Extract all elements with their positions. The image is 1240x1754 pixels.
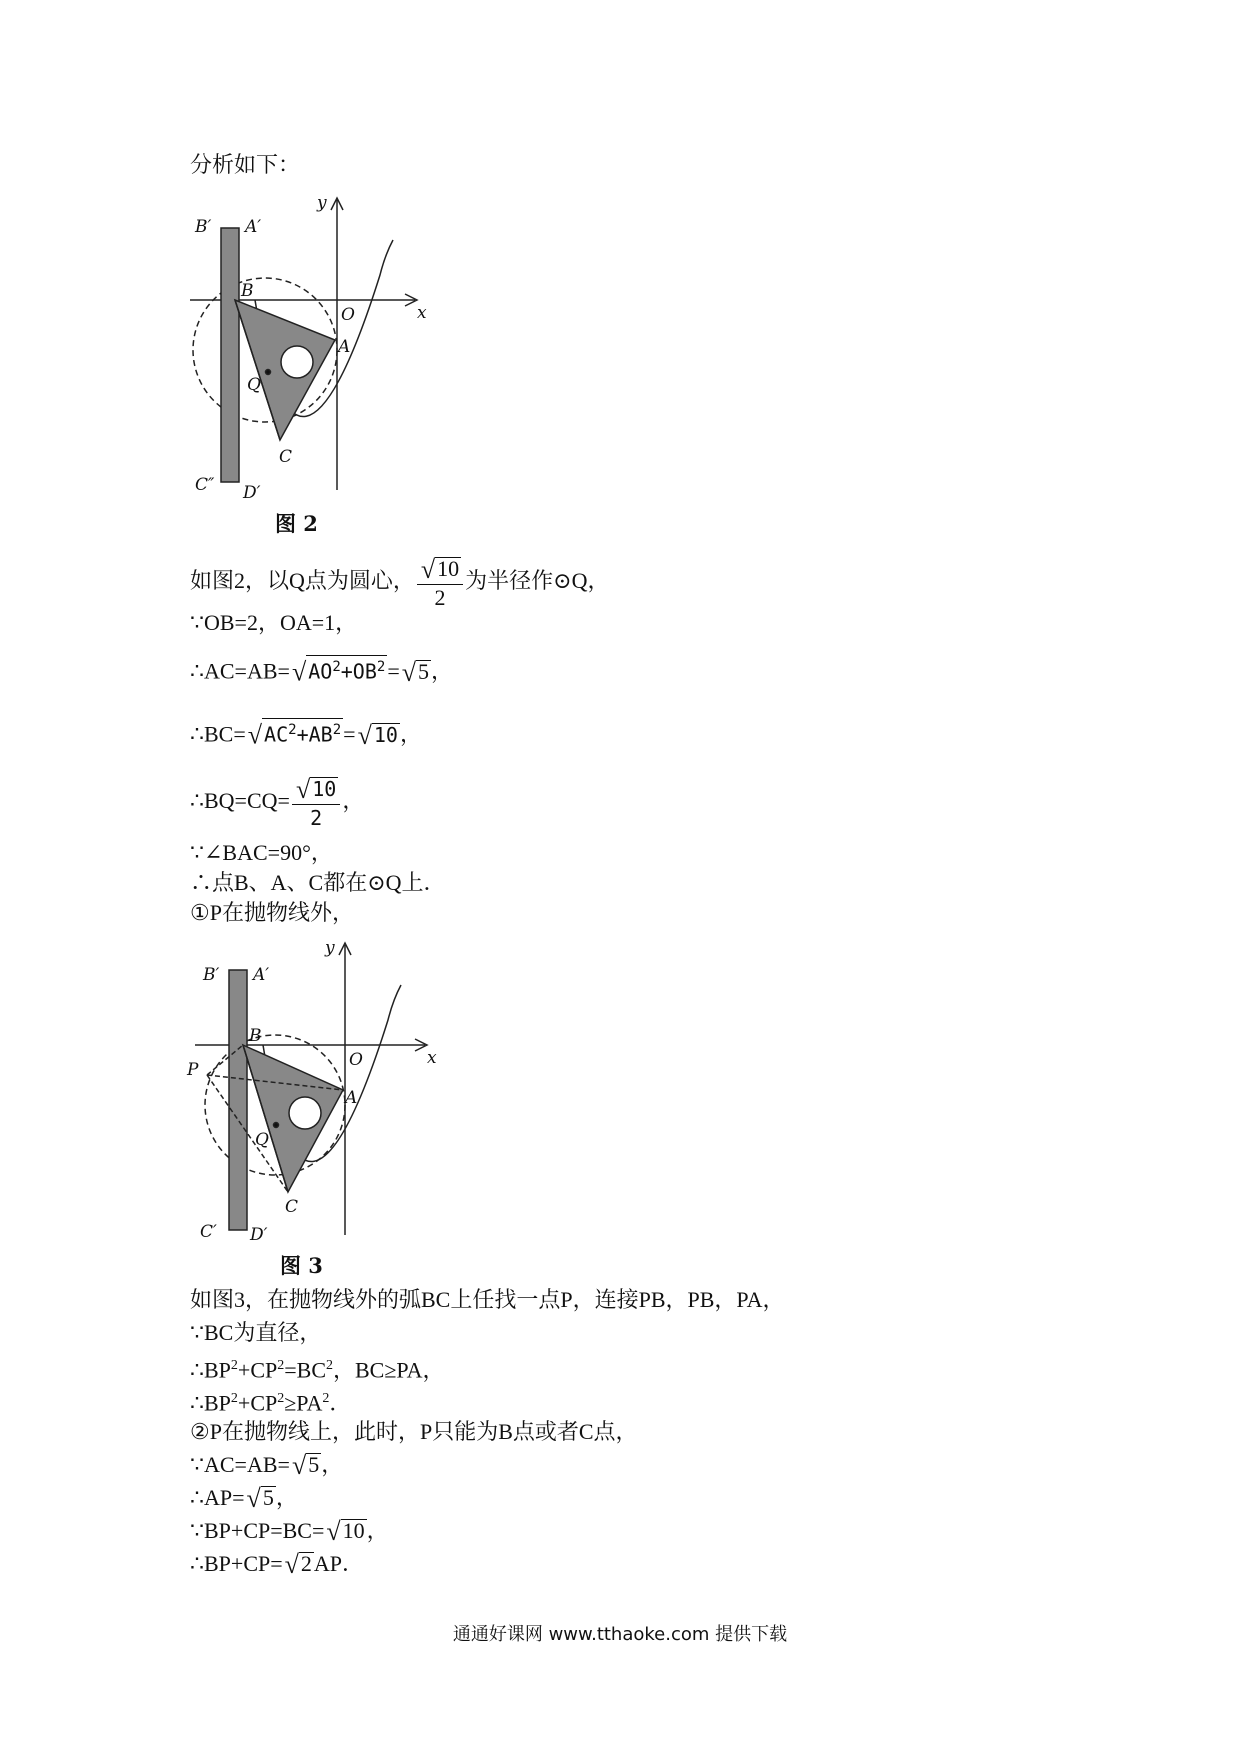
line-5-a: ∴BQ=CQ=	[190, 788, 290, 814]
m4-sup-3: 2	[322, 1391, 330, 1406]
m3-sup-1: 2	[230, 1358, 238, 1373]
m8-b: ，	[366, 1518, 389, 1543]
label3-O: O	[349, 1050, 363, 1070]
line-m1: 如图3，在抛物线外的弧BC上任找一点P，连接PB，PB，PA，	[190, 1287, 785, 1312]
label3-x: x	[427, 1048, 437, 1068]
m9-root: 2	[300, 1551, 312, 1576]
line-7: ∴点B、A、C都在⊙Q上．	[190, 870, 446, 895]
m7-a: ∴AP=	[190, 1485, 245, 1510]
m4-a: ∴BP	[190, 1390, 231, 1416]
m7-b: ，	[275, 1485, 298, 1510]
m3-a: ∴BP	[190, 1357, 231, 1383]
line-3-a: ∴AC=AB=	[190, 658, 290, 684]
m9-b: AP．	[313, 1551, 365, 1576]
m8-root: 10	[342, 1518, 365, 1543]
frac-1-num: 10	[437, 556, 460, 581]
line-m2: ∵BC为直径，	[190, 1320, 322, 1345]
figure-2-caption: 图 2	[275, 511, 318, 536]
l4-sup-a: 2	[288, 722, 297, 738]
label-Dp: D′	[243, 483, 261, 503]
label3-y: y	[325, 938, 335, 958]
line-3: ∴AC=AB=√ $AO^2+OB^2=√5$，	[190, 655, 453, 688]
line-5: ∴BQ=CQ= $\frac{√ 10}{2}$ ，	[190, 775, 365, 830]
l4-root: 10	[373, 722, 398, 747]
m8-a: ∵BP+CP=BC=	[190, 1518, 325, 1543]
m9-a: ∴BP+CP=	[190, 1551, 283, 1576]
l3-sup-a: 2	[332, 659, 341, 675]
m4-c: ≥PA	[284, 1390, 323, 1416]
line-3-b: =	[387, 658, 400, 684]
m6-a: ∵AC=AB=	[190, 1452, 290, 1477]
m6-b: ，	[321, 1452, 344, 1477]
line-2: ∵OB=2，OA=1，	[190, 610, 358, 635]
line-3-c: ，	[431, 658, 454, 684]
label-C: C	[279, 447, 293, 467]
l3-rad-a: AO	[308, 659, 333, 684]
line-4-c: ，	[399, 721, 422, 747]
m6-root: 5	[308, 1452, 320, 1477]
line-m9: ∴BP+CP=√2AP．	[190, 1550, 365, 1579]
line-1-a: 如图2，以Q点为圆心，	[190, 568, 415, 594]
l4-rad-b: +AB	[296, 722, 333, 747]
m4-b: +CP	[237, 1390, 278, 1416]
label3-B: B	[249, 1026, 262, 1046]
m3-b: +CP	[237, 1357, 278, 1383]
l3-root: 5	[418, 658, 430, 684]
intro-text: 分析如下：	[190, 152, 301, 177]
m3-c: =BC	[284, 1357, 326, 1383]
line-4-b: =	[343, 721, 356, 747]
line-1	[190, 555, 610, 611]
fraction-1: $\frac{√10}{2}$	[417, 555, 463, 611]
m4-d: ．	[329, 1390, 352, 1416]
label3-Cp: C′	[200, 1222, 217, 1242]
m3-sup-2: 2	[277, 1358, 285, 1373]
line-m4	[190, 1384, 351, 1418]
label-B: B	[241, 281, 254, 301]
frac-2-num: 10	[312, 777, 337, 801]
line-m5: ②P在抛物线上，此时，P只能为B点或者C点，	[190, 1419, 638, 1444]
label-A: A	[338, 337, 351, 357]
figure-2	[185, 190, 435, 510]
l4-sup-b: 2	[332, 722, 342, 738]
line-m3	[190, 1351, 445, 1385]
frac-1-den: 2	[434, 585, 446, 610]
label3-Ap: A′	[253, 965, 270, 985]
m7-root: 5	[262, 1485, 274, 1510]
label3-A: A	[345, 1088, 358, 1108]
m4-sup-1: 2	[230, 1391, 238, 1406]
m3-sup-3: 2	[326, 1358, 333, 1373]
frac-2-den: 2	[310, 806, 323, 830]
line-6: ∵∠BAC=90°，	[190, 840, 333, 865]
l3-rad-b: +OB	[340, 659, 377, 684]
label-O: O	[341, 305, 355, 325]
label3-Bp: B′	[203, 965, 220, 985]
line-4-a: ∴BC=	[190, 721, 246, 747]
label-y: y	[317, 193, 327, 213]
footer-text: 通通好课网 www.tthaoke.com 提供下载	[452, 1624, 788, 1645]
label3-Dp: D′	[250, 1225, 268, 1245]
line-m6: ∵AC=AB=√5，	[190, 1451, 344, 1480]
line-8: ①P在抛物线外，	[190, 900, 354, 925]
label3-C: C	[285, 1197, 299, 1217]
label-Cp: C″	[195, 475, 215, 495]
l4-rad-a: AC	[264, 722, 289, 747]
label3-Q: Q	[255, 1130, 269, 1150]
label-Ap: A′	[245, 217, 262, 237]
figure-3-caption: 图 3	[280, 1253, 323, 1278]
label-x: x	[417, 303, 427, 323]
line-4: ∴BC=√ $AC^2+AB^2=√$ 10，	[190, 718, 422, 751]
m3-d: ，BC≥PA，	[333, 1357, 445, 1383]
l3-sup-b: 2	[376, 659, 386, 675]
label-Bp: B′	[195, 217, 212, 237]
line-1-b: 为半径作⊙Q，	[465, 568, 610, 594]
label-Q: Q	[247, 375, 261, 395]
figure-3	[185, 935, 445, 1245]
label3-P: P	[187, 1060, 199, 1080]
line-5-b: ，	[342, 788, 365, 814]
line-m7: ∴AP=√5，	[190, 1484, 298, 1513]
m4-sup-2: 2	[277, 1391, 285, 1406]
line-m8: ∵BP+CP=BC=√10，	[190, 1517, 389, 1546]
